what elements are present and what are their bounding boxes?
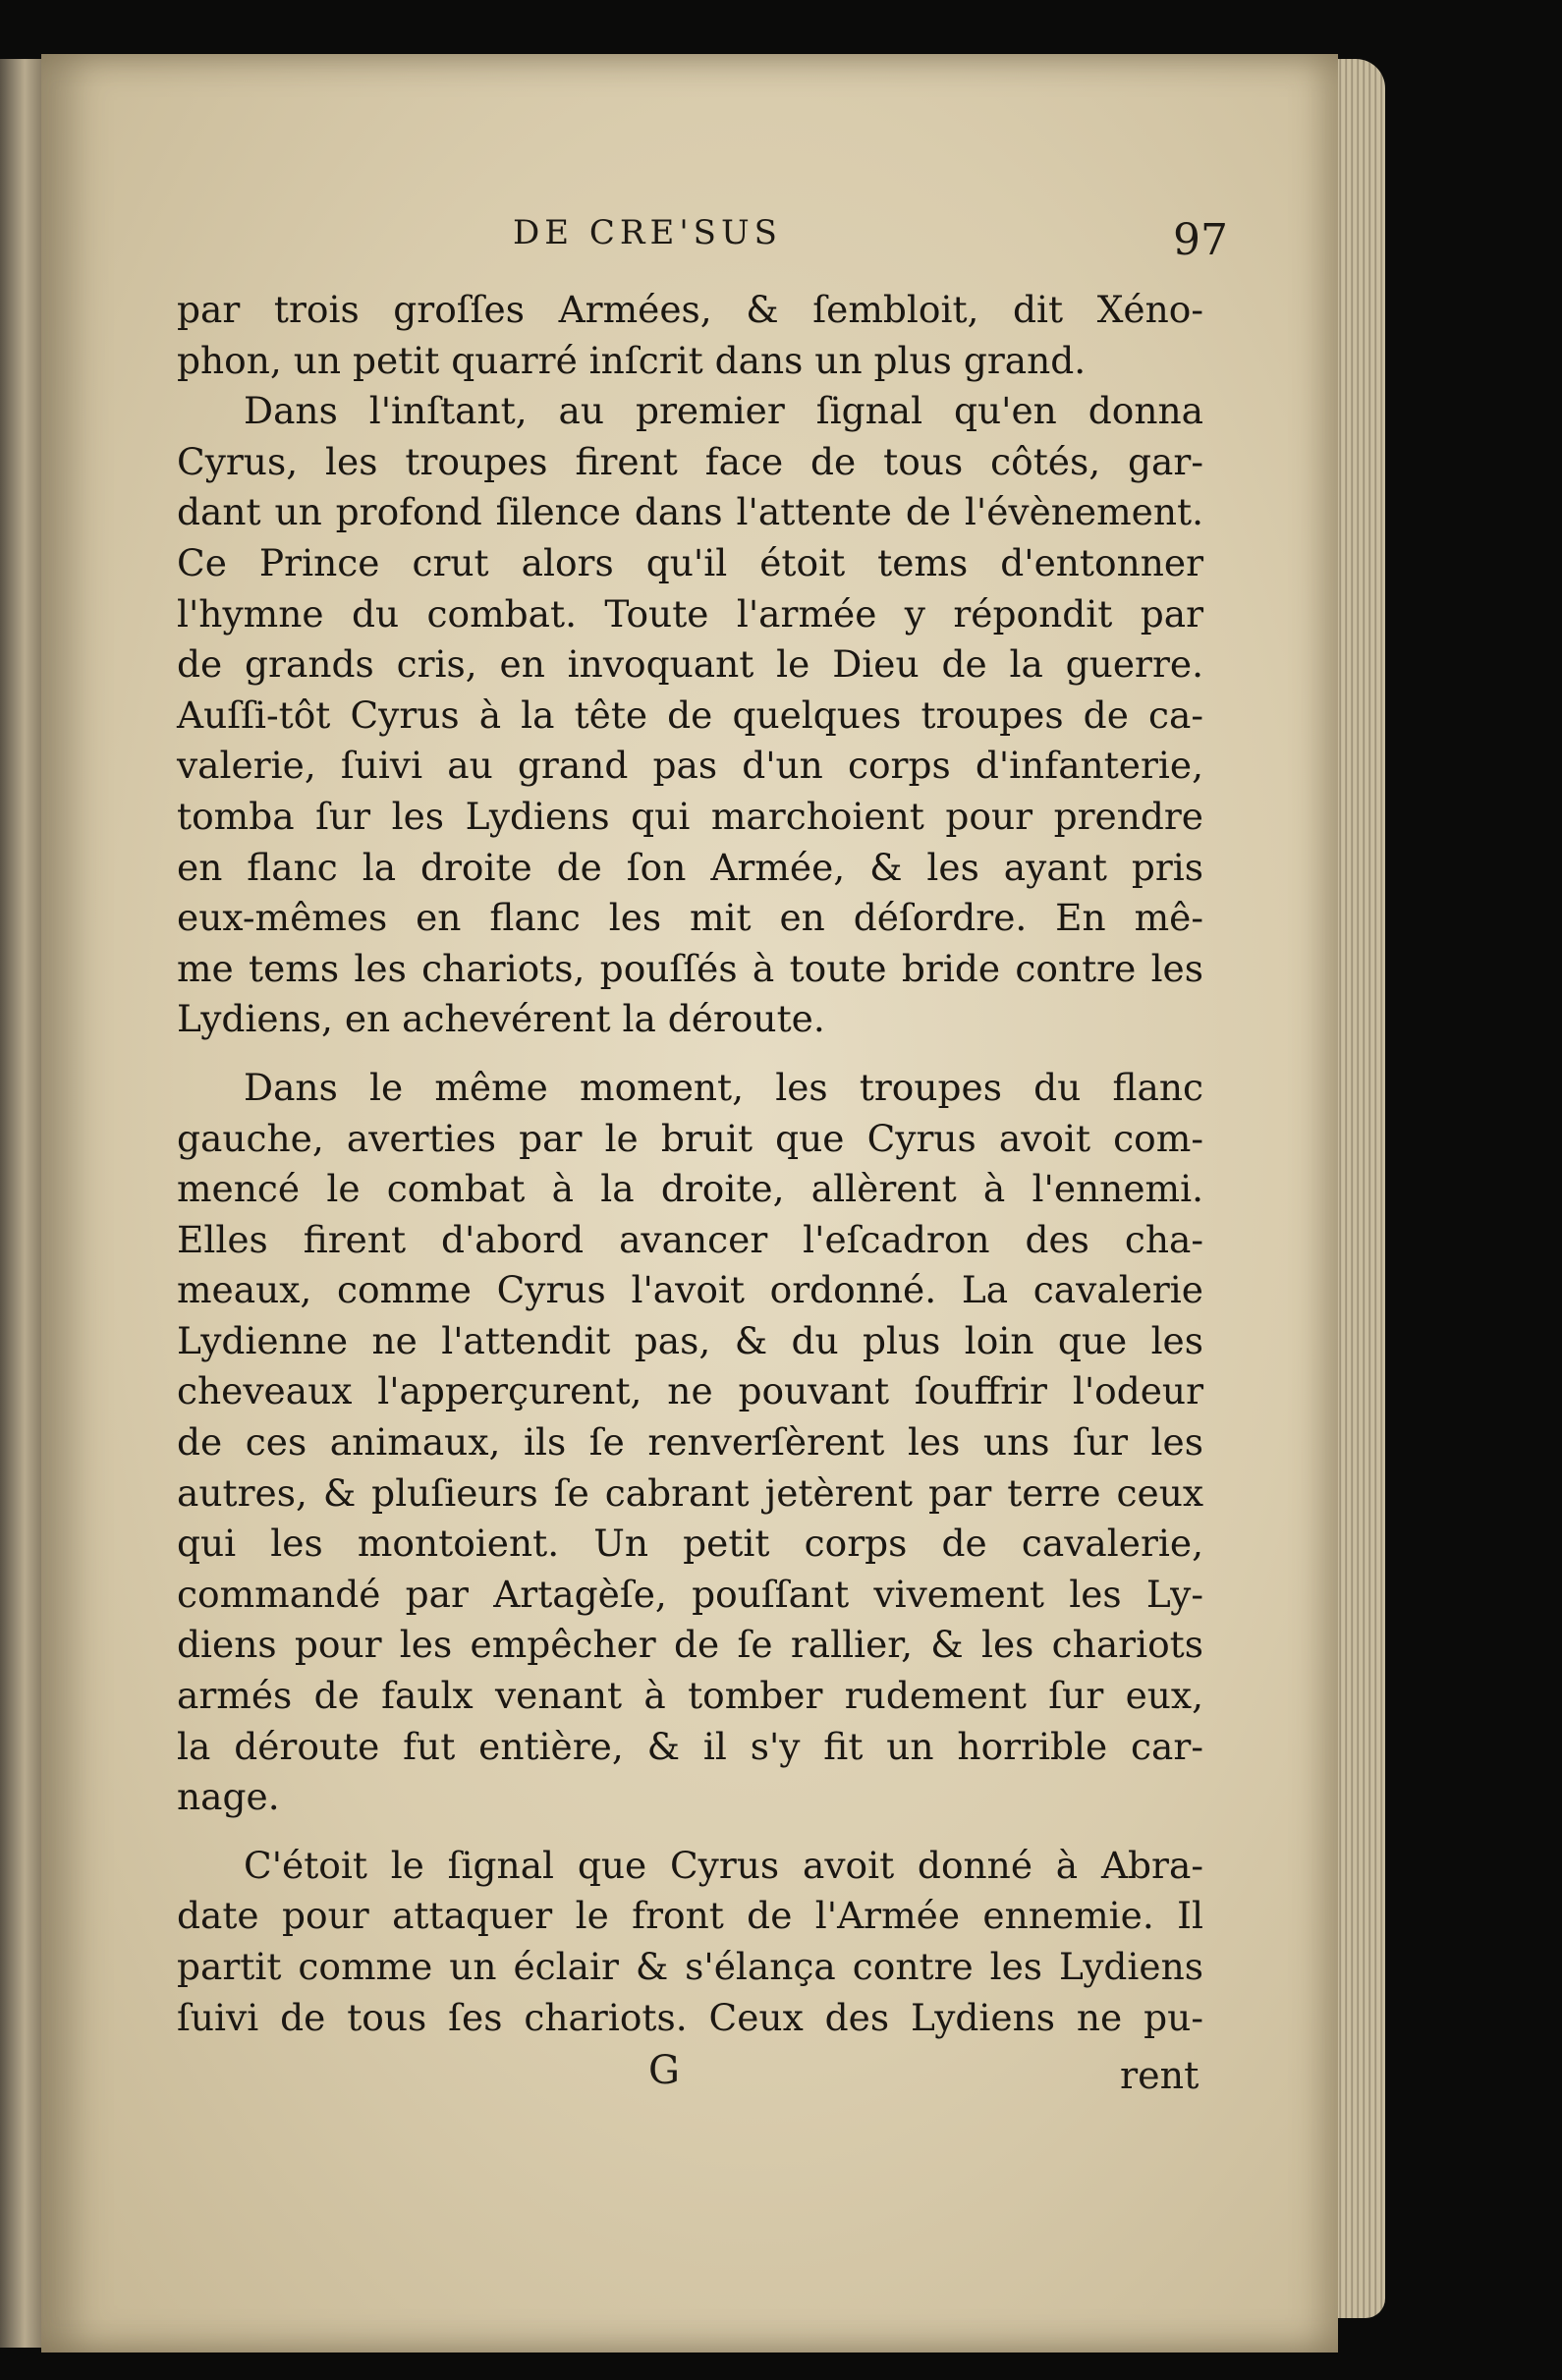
text-line: mencé le combat à la droite, allèrent à l'ennemi. bbox=[177, 1167, 1203, 1211]
text-line: armés de faulx venant à tomber rudement ſur eux, bbox=[177, 1674, 1203, 1718]
book-page bbox=[41, 54, 1338, 2352]
text-line: date pour attaquer le front de l'Armée ennemie. Il bbox=[177, 1894, 1203, 1938]
text-line: me tems les chariots, pouſſés à toute bride contre les bbox=[177, 946, 1203, 990]
paragraph-gap bbox=[177, 1823, 1203, 1841]
text-line: Lydienne ne l'attendit pas, & du plus loin que les bbox=[177, 1318, 1203, 1362]
text-line: Auſſi-tôt Cyrus à la tête de quelques troupes de ca- bbox=[177, 692, 1203, 737]
text-line: autres, & pluſieurs ſe cabrant jetèrent par terre ceux bbox=[177, 1470, 1203, 1515]
text-line: de grands cris, en invoquant le Dieu de la guerre. bbox=[177, 642, 1203, 687]
text-line: commandé par Artagèſe, pouſſant vivement les Ly- bbox=[177, 1572, 1203, 1616]
text-line: de ces animaux, ils ſe renverſèrent les uns ſur les bbox=[177, 1420, 1203, 1465]
text-line: meaux, comme Cyrus l'avoit ordonné. La cavalerie bbox=[177, 1268, 1203, 1312]
text-line: Dans le même moment, les troupes du flanc bbox=[244, 1065, 1203, 1109]
text-line: cheveaux l'apperçurent, ne pouvant ſouffrir l'odeur bbox=[177, 1369, 1203, 1413]
text-line: tomba ſur les Lydiens qui marchoient pour prendre bbox=[177, 794, 1203, 838]
text-line: l'hymne du combat. Toute l'armée y répondit par bbox=[177, 591, 1203, 636]
text-line: la déroute fut entière, & il s'y fit un horrible car- bbox=[177, 1724, 1203, 1768]
paragraph-1 bbox=[177, 285, 1203, 386]
page-number: 97 bbox=[1173, 215, 1228, 265]
text-line: valerie, ſuivi au grand pas d'un corps d'infanterie, bbox=[177, 744, 1203, 788]
text-line: Lydiens, en achevérent la déroute. bbox=[177, 997, 825, 1041]
text-line: nage. bbox=[177, 1775, 280, 1819]
page-footer bbox=[41, 2048, 1338, 2107]
body-text bbox=[177, 285, 1203, 2043]
text-line: en flanc la droite de ſon Armée, & les ayant pris bbox=[177, 845, 1203, 889]
text-line: ſuivi de tous ſes chariots. Ceux des Lydiens ne pu- bbox=[177, 1995, 1203, 2039]
signature-mark: G bbox=[648, 2048, 680, 2093]
text-line: qui les montoient. Un petit corps de cavalerie, bbox=[177, 1522, 1203, 1566]
paragraph-gap bbox=[177, 1045, 1203, 1063]
paragraph-2 bbox=[177, 386, 1203, 1045]
text-line: eux-mêmes en flanc les mit en déſordre. En mê- bbox=[177, 896, 1203, 940]
text-line: gauche, averties par le bruit que Cyrus avoit com- bbox=[177, 1116, 1203, 1160]
running-head bbox=[41, 213, 1338, 272]
paragraph-4 bbox=[177, 1841, 1203, 2043]
text-line: phon, un petit quarré inſcrit dans un plus grand. bbox=[177, 338, 1087, 382]
paragraph-3 bbox=[177, 1063, 1203, 1823]
text-line: Ce Prince crut alors qu'il étoit tems d'entonner bbox=[177, 540, 1203, 584]
catchword: rent bbox=[1120, 2054, 1199, 2097]
text-line: Elles firent d'abord avancer l'eſcadron des cha- bbox=[177, 1217, 1203, 1261]
text-line: Cyrus, les troupes firent face de tous côtés, gar- bbox=[177, 439, 1203, 483]
text-line: C'étoit le ſignal que Cyrus avoit donné à Abra- bbox=[244, 1843, 1203, 1887]
text-line: diens pour les empêcher de ſe rallier, & les chariots bbox=[177, 1623, 1203, 1667]
adjacent-page-edge bbox=[0, 59, 41, 2348]
text-line: partit comme un éclair & s'élança contre les Lydiens bbox=[177, 1945, 1203, 1988]
text-line: dant un profond ſilence dans l'attente de l'évènement. bbox=[177, 490, 1203, 534]
text-line: Dans l'inſtant, au premier ſignal qu'en donna bbox=[244, 389, 1203, 433]
text-line: par trois groſſes Armées, & ſembloit, dit Xéno- bbox=[177, 288, 1203, 331]
running-title: DE CRE'SUS bbox=[513, 213, 782, 252]
